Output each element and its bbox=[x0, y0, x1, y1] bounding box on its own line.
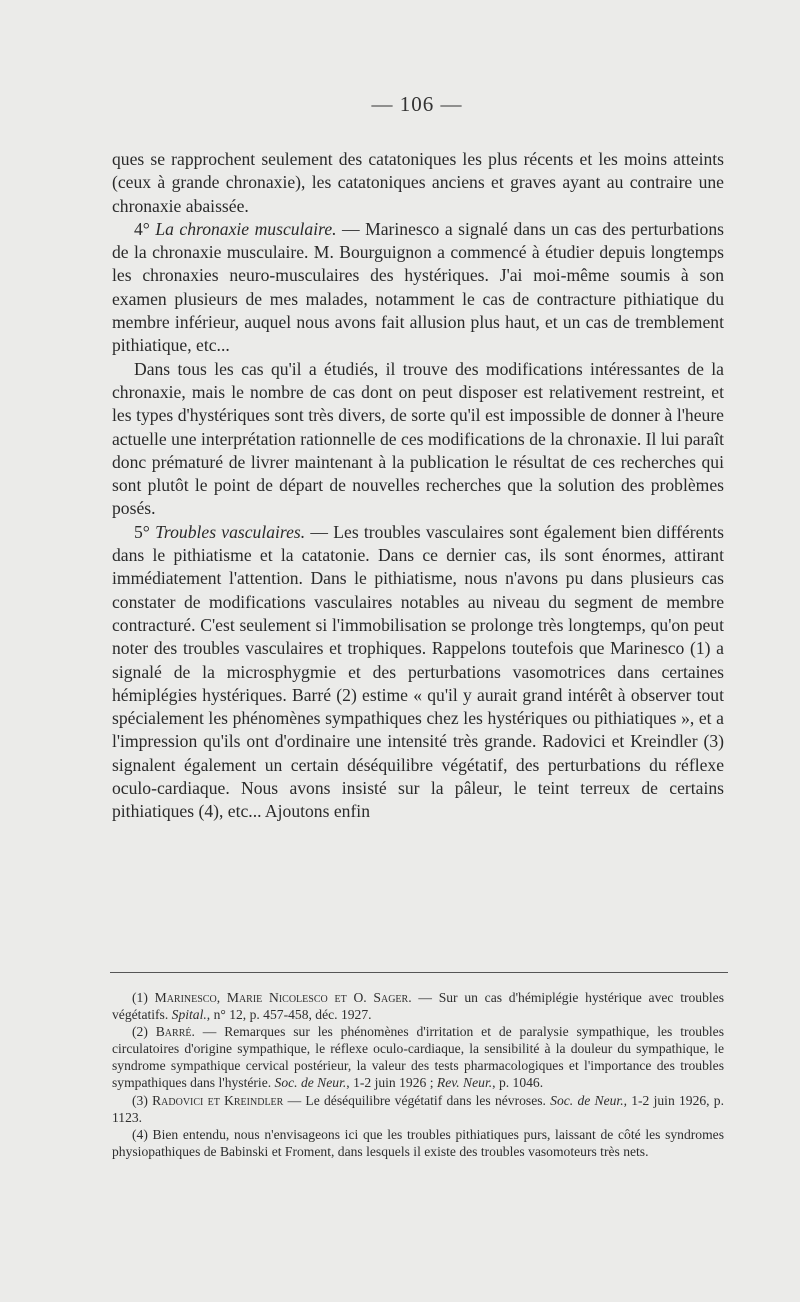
footnote-reference: , 1-2 juin 1926, p. 1123. bbox=[112, 1092, 725, 1125]
footnote-number: (3) bbox=[132, 1092, 153, 1108]
footnote-text: — Sur un cas d'hémiplégie hystérique avec troubles végétatifs. bbox=[112, 990, 724, 1023]
footnote-authors: Radovici et Kreindler bbox=[152, 1092, 284, 1108]
footnote-3 bbox=[112, 1092, 724, 1126]
footnote-authors: Barré. bbox=[155, 1024, 195, 1040]
paragraph-chronaxie-results: Dans tous les cas qu'il a étudiés, il trouve des modifications intéressantes de la chronaxie, mais le nombre de cas dont on peut disposer est relativement restreint, et les types d'hystériques sont très divers, de sorte qu'il est impossible de donner à l'heure actuelle une interprétation rationnelle de ces modifications de la chronaxie. Il lui paraît donc prématuré de livrer maintenant à la publication le résultat de ces recherches qui sont plutôt le point de départ de nouvelles recherches que la solution des problèmes posés. bbox=[112, 358, 724, 519]
section-number: 4° bbox=[134, 218, 150, 239]
page-number: — 106 — bbox=[371, 92, 463, 116]
section-title: Troubles vasculaires. bbox=[155, 521, 306, 542]
paragraph-chronaxie-musculaire bbox=[112, 218, 724, 358]
footnote-divider bbox=[110, 972, 728, 973]
footnote-reference: , p. 1046. bbox=[492, 1075, 544, 1091]
footnote-text: — Le déséquilibre végétatif dans les névroses. bbox=[283, 1092, 551, 1108]
footnote-reference: , 1-2 juin 1926 ; bbox=[346, 1075, 437, 1091]
paragraph-troubles-vasculaires bbox=[112, 521, 724, 824]
footnote-reference: , n° 12, p. 457-458, déc. 1927. bbox=[206, 1007, 372, 1023]
footnote-text: — Remarques sur les phénomènes d'irritation et de paralysie sympathique, les troubles circulatoires d'origine sympathique, le réflexe oculo-cardiaque, la sensibilité à la douleur du sympathique, le syndrome sympathique cervical postérieur, la valeur des tests pharmacologiques et l'importance des troubles sympathiques dans l'hystérie. bbox=[112, 1024, 724, 1091]
section-title: La chronaxie musculaire. bbox=[155, 218, 337, 239]
paragraph-text: — Marinesco a signalé dans un cas des perturbations de la chronaxie musculaire. M. Bourguignon a commencé à étudier depuis longtemps les chronaxies neuro-musculaires des hystériques. J'ai moi-même soumis à son examen plusieurs de mes malades, notamment le cas de contracture pithiatique du membre inférieur, auquel nous avons fait allusion plus haut, et un cas de tremblement pithiatique, etc... bbox=[112, 218, 724, 356]
section-number: 5° bbox=[134, 521, 150, 542]
main-text bbox=[112, 148, 724, 824]
footnote-number: (2) bbox=[132, 1024, 156, 1040]
footnote-journal: Spital. bbox=[171, 1007, 207, 1023]
footnote-number: (1) bbox=[132, 990, 155, 1005]
footnote-1 bbox=[112, 989, 724, 1023]
footnote-4: (4) Bien entendu, nous n'envisageons ici que les troubles pithiatiques purs, laissant de côté les syndromes physiopathiques de Babinski et Froment, dans lesquels il existe des troubles vasomoteurs très nets. bbox=[112, 1126, 724, 1159]
paragraph-continuation: ques se rapprochent seulement des catatoniques les plus récents et les moins atteints (ceux à grande chronaxie), les catatoniques anciens et graves ayant au contraire une chronaxie abaissée. bbox=[112, 149, 724, 216]
footnote-authors: Marinesco, Marie Nicolesco et O. Sager. bbox=[154, 990, 412, 1005]
paragraph-text: — Les troubles vasculaires sont également bien différents dans le pithiatisme et la catatonie. Dans ce dernier cas, ils sont énormes, attirant immédiatement l'attention. Dans le pithiatisme, nous n'avons pu dans plusieurs cas constater de modifications vasculaires notables au niveau du segment de membre contracturé. C'est seulement si l'immobilisation se prolonge très longtemps, qu'on peut noter des troubles vasculaires et trophiques. Rappelons toutefois que Marinesco (1) a signalé de la microsphygmie et des perturbations vasomotrices dans certaines hémiplégies hystériques. Barré (2) estime « qu'il y aurait grand intérêt à observer tout spécialement les phénomènes sympathiques chez les hystériques ou pithiatiques », et a l'impression qu'ils ont d'ordinaire une intensité très grande. Radovici et Kreindler (3) signalent également un certain déséquilibre végétatif, des perturbations du réflexe oculo-cardiaque. Nous avons insisté sur la pâleur, le teint terreux de certains pithiatiques (4), etc... Ajoutons enfin bbox=[112, 521, 724, 822]
footnote-journal: Soc. de Neur. bbox=[274, 1075, 347, 1091]
footnotes bbox=[112, 989, 724, 1160]
footnote-journal: Soc. de Neur. bbox=[550, 1092, 624, 1108]
footnote-2 bbox=[112, 1023, 724, 1091]
footnote-journal: Rev. Neur. bbox=[436, 1075, 493, 1091]
